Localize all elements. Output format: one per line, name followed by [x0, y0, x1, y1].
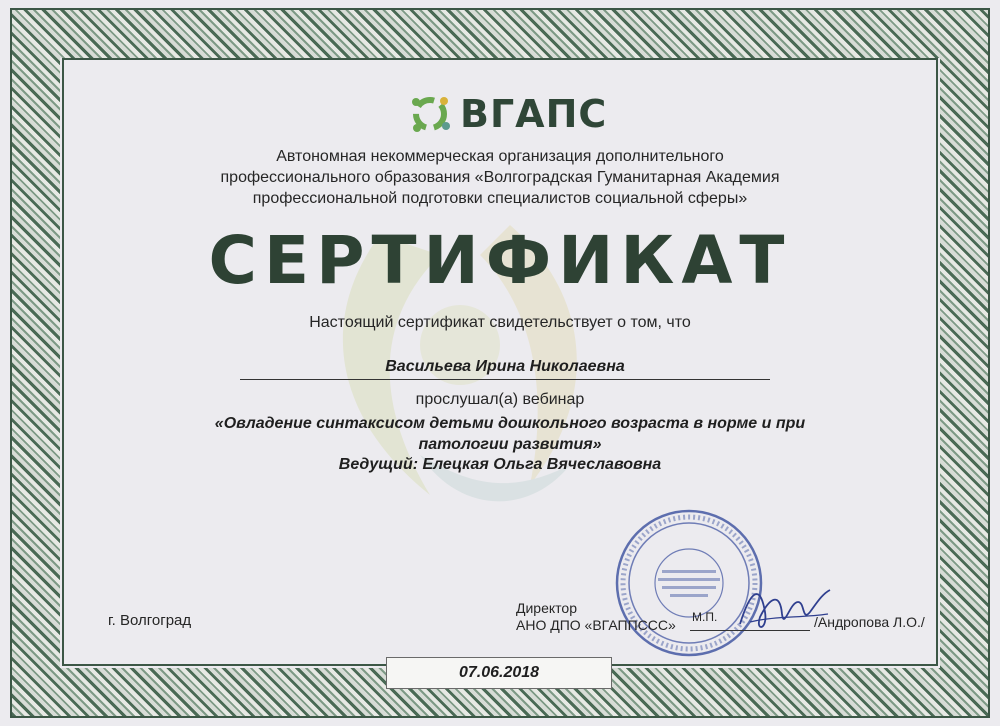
director-organization: АНО ДПО «ВГАППССС» [516, 617, 676, 633]
city: г. Волгоград [108, 612, 192, 629]
organization-line: профессиональной подготовки специалистов социальной сферы» [252, 190, 748, 207]
certificate-title: СЕРТИФИКАТ [208, 222, 792, 299]
organization-line: Автономная некоммерческая организация дополнительного [276, 148, 724, 165]
logo-text: ВГАПС [460, 92, 608, 136]
vgaps-logo-icon [408, 92, 452, 136]
organization-line: профессионального образования «Волгоградская Гуманитарная Академия [220, 169, 780, 186]
director-name: /Андропова Л.О./ [814, 614, 925, 630]
listened-text: прослушал(а) вебинар [415, 391, 585, 408]
director-title: Директор [516, 600, 577, 616]
host-name: Ведущий: Елецкая Ольга Вячеславовна [338, 456, 662, 473]
recipient-name: Васильева Ирина Николаевна [240, 358, 770, 380]
director-block [516, 600, 676, 634]
director-signature [730, 572, 840, 642]
webinar-title [195, 413, 825, 455]
webinar-title-line: «Овладение синтаксисом детьми дошкольного возраста в норме и при [214, 415, 806, 432]
logo [408, 92, 607, 136]
organization-name [150, 146, 850, 209]
webinar-title-line: патологии развития» [418, 436, 602, 453]
issue-date: 07.06.2018 [386, 657, 612, 689]
lead-text: Настоящий сертификат свидетельствует о том, что [309, 314, 691, 331]
seal-place-mark: М.П. [692, 610, 718, 624]
